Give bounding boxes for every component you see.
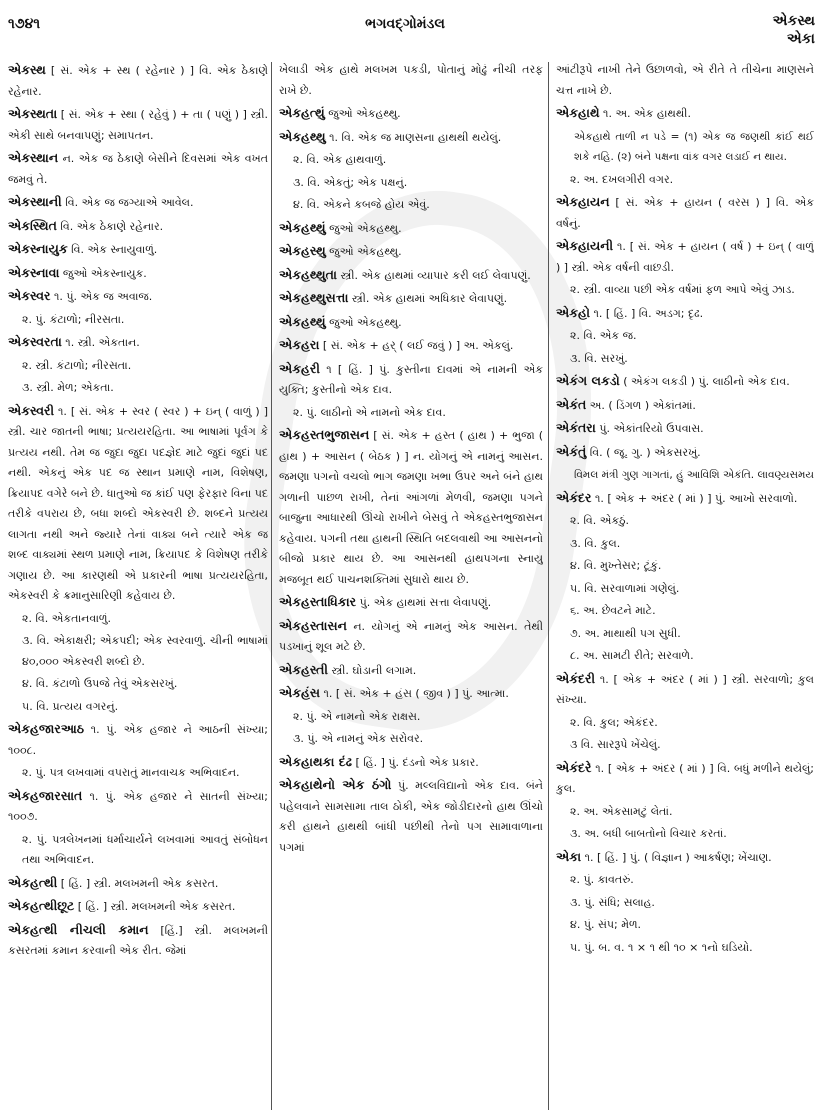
dictionary-entry — [556, 371, 814, 393]
headword: એકંતું — [556, 443, 587, 459]
definition-text: ૩. અ. બધી બાબતોનો વિચાર કરતાં. — [570, 827, 727, 840]
dictionary-entry — [279, 265, 543, 287]
dictionary-entry — [279, 288, 543, 310]
definition-text: જુઓ એકસ્નાયુક. — [59, 266, 147, 280]
headword: એકહાયની — [556, 238, 614, 253]
definition-text: ૧. [ એક + અંદર ( માં ) ] સ્ત્રી. સરવાળો; કુલ સંખ્યા. — [556, 672, 814, 706]
definition-text: ૨. પું. એ નામનો એક રાક્ષસ. — [293, 709, 421, 723]
headword: એકહથ્થુતા — [279, 266, 337, 282]
definition-text: ૨. પું. લાઠીનો એ નામનો એક દાવ. — [293, 405, 446, 419]
dictionary-entry — [556, 303, 814, 325]
definition-text: ૧. વિ. એક જ માણસના હાથથી થયેલું. — [325, 130, 502, 144]
definition-text: ૨. અ. એકસામટું લેતાં. — [570, 804, 673, 818]
definition-text: ૧ [ હિં. ] પું. કુસ્તીના દાવમાં એ નામની એક યુક્તિ; કુસ્તીનો એક દાવ. — [279, 362, 543, 396]
dictionary-entry — [556, 847, 814, 869]
entry-quotation — [556, 465, 814, 486]
headword: એકસ્વરી — [8, 402, 55, 418]
definition-text: ૨. સ્ત્રી. કંટાળો; નીરસતા. — [22, 358, 132, 372]
definition-text: ૧. સ્ત્રી. એકતાન. — [61, 336, 140, 349]
headword: એકહથ્થુસત્તા — [279, 290, 349, 305]
guide-word-last: એકા — [786, 31, 815, 47]
definition-text: ૮. અ. સામટી રીતે; સરવાળે. — [570, 649, 694, 662]
entry-sense — [8, 356, 268, 377]
definition-text: ( એકંગ લકડી ) પું. લાઠીનો એક દાવ. — [619, 375, 790, 388]
dictionary-entry — [8, 263, 268, 285]
definition-text: ૩. વિ. એકાક્ષરી; એકપદી; એક સ્વરવાળું. ચીની ભાષામાં ૪૦,૦૦૦ એકસ્વરી શબ્દો છે. — [22, 634, 268, 668]
dictionary-body — [0, 60, 825, 1112]
dictionary-entry — [8, 148, 268, 190]
definition-text: સ્ત્રી. એક હાથમાં વ્યાપાર કરી લઈ લેવાપણું. — [337, 268, 531, 282]
headword: એકસ્થતા — [8, 106, 58, 121]
headword: એકંત — [556, 396, 587, 412]
definition-text: ૭. અ. માથાથી પગ સુધી. — [570, 626, 681, 640]
dictionary-entry — [279, 241, 543, 263]
definition-text: ૧. [ એક + અંદર ( માં ) ] વિ. બધું મળીને થયેલું; કુલ. — [556, 761, 814, 795]
definition-text: ૩. પું. એ નામનું એક સરોવર. — [293, 732, 424, 745]
definition-text: સ્ત્રી. એક હાથમાં અધિકાર લેવાપણું. — [348, 292, 508, 305]
entry-sense — [556, 601, 814, 622]
dictionary-entry — [8, 719, 268, 761]
dictionary-entry — [8, 786, 268, 828]
definition-text: વિ. ( જૂ. ગુ. ) એકસરખું. — [586, 445, 701, 459]
definition-text: ૨. પું. કંટાળો; નીરસતા. — [22, 312, 125, 326]
definition-text: ૧. પું. એક જ અવાજ. — [50, 290, 153, 303]
definition-text: પું. મલ્લવિદ્યાનો એક દાવ. બંને પહેલવાને સામસામા તાલ ઠોકી, એક જોડીદારનો હાથ ઊંચો કરી હાથને હાથથી બાંધી પછીથી તેનો પગ સામાવાળાના પગમાં — [279, 779, 543, 854]
dictionary-entry — [279, 683, 543, 705]
definition-text: સ્ત્રી. ઘોડાની લગામ. — [327, 663, 417, 677]
entry-sense — [8, 674, 268, 695]
definition-text: ૧. [ સં. એક + સ્વર ( સ્વર ) + ઇન્ ( વાળું ) ] સ્ત્રી. ચાર જાતની ભાષા; પ્રત્યયરહિતા. આ ભાષામાં પૂર્વગ કે પ્રત્યય નથી. તેમ જ જુદા જુદા પદજ્ઞેદ માટે જુદાં જુદાં પદ નથી. એકનું એક પદ જ સ્થાન પ્રમાણે નામ, વિશેષણ, ક્રિયાપદ વગેરે બને છે. ધાતુઓ જ કાંઈ પણ ફેરફાર વિના પદ તરીકે વપરાય છે, બધા શબ્દો એકસ્વરી છે. શબ્દને પ્રત્યય લાગતા નથી અને જ્યારે તેનાં વાક્ય બને ત્યારે એક જ શબ્દ વાક્યમાં સ્થળ પ્રમાણે નામ, ક્રિયાપદ કે વિશેષણ તરીકે ગણાય છે. આ કારણથી એ પ્રકારની ભાષા પ્રત્યયરહિતા, એકસ્વરી કે ક્રમાનુસારિણી કહેવાય છે. — [8, 404, 268, 602]
entry-sense — [279, 403, 543, 424]
headword: એકા — [556, 848, 582, 864]
definition-text: ૪. પું. સંપ; મેળ. — [570, 918, 642, 931]
definition-text: પું. એક હાથમાં સત્તા લેવાપણું. — [356, 596, 492, 609]
definition-text: ૨. પું. કાવતરું. — [570, 873, 634, 886]
dictionary-entry — [279, 103, 543, 125]
headword: એકહથ્થુ — [279, 128, 326, 144]
dictionary-entry — [279, 592, 543, 614]
definition-text: ન. યોગનું એ નામનું એક આસન. તેથી પડખાનું શૂલ મટે છે. — [279, 619, 543, 653]
definition-text: વિ. એક સ્નાયુવાળું. — [67, 243, 158, 256]
definition-text: ૧. [ હિં. ] વિ. અડગ; દૃઢ. — [590, 306, 704, 320]
dictionary-entry — [8, 332, 268, 354]
guide-word-first: એકસ્થ — [772, 13, 815, 29]
entry-sense — [8, 310, 268, 331]
dictionary-entry — [279, 335, 543, 357]
definition-text: ૪. વિ. એકને કબજે હોય એવું. — [293, 198, 430, 211]
headword: એકહરી — [279, 360, 320, 376]
headword: એકસ્નાવા — [8, 264, 60, 280]
entry-sense — [279, 195, 543, 216]
dictionary-entry — [556, 236, 814, 278]
dictionary-entry — [8, 401, 268, 607]
headword: એકહથ્થું — [279, 219, 326, 235]
entry-sense — [279, 173, 543, 194]
definition-text: ૧. [ એક + અંદર ( માં ) ] પું. આખો સરવાળો. — [591, 491, 798, 505]
entry-sense — [556, 326, 814, 347]
headword: એકંદરે — [556, 759, 592, 775]
dictionary-entry — [8, 239, 268, 261]
definition-text: ૨. વિ. એકઠું. — [570, 514, 630, 527]
headword: એકહજારઆઠ — [8, 721, 84, 736]
headword: એકહત્થી — [8, 874, 58, 890]
entry-sense — [556, 870, 814, 891]
definition-text: ૫. પું. બ. વ. ૧ × ૧ થી ૧૦ × ૧નો ઘડિયો. — [570, 940, 753, 954]
definition-text: ૧. [ સં. એક + હાયન ( વર્ષ ) + ઇન્ ( વાળું ) ] સ્ત્રી. એક વર્ષની વાછડી. — [556, 240, 814, 274]
column-right — [556, 60, 814, 1112]
entry-sense — [556, 170, 814, 191]
definition-text: વિ. એક ઠેકાણે રહેનાર. — [56, 219, 164, 233]
definition-text: ૫. વિ. પ્રત્યય વગરનું. — [22, 699, 119, 713]
definition-text: [હિં.] સ્ત્રી. મલખમની કસરતમાં કમાન કરવાની એક રીત. જેમાં — [8, 923, 268, 957]
definition-text: [ સં. એક + હર્ ( લઈ જવું ) ] અ. એકલું. — [319, 339, 514, 352]
definition-text: ન. એક જ ઠેકાણે બેસીને દિવસમાં એક વખત જમવું તે. — [8, 152, 268, 186]
definition-text: ૧. અ. એક હાથથી. — [599, 107, 691, 120]
headword: એકસ્થ — [8, 62, 46, 77]
headword: એકહાયન — [556, 194, 610, 209]
headword: એકસ્થાન — [8, 150, 59, 165]
guide-words — [773, 12, 815, 48]
definition-text: પું. એકાંતરિયો ઉપવાસ. — [595, 422, 704, 435]
headword: એકસ્વર — [8, 288, 51, 303]
column-left — [8, 60, 268, 1112]
column-middle — [279, 60, 543, 1112]
definition-text: આંટીરૂપે નાખી તેને ઉછાળવો, એ રીતે તે તીચેના માણસને ચત્ત નાખે છે. — [556, 63, 814, 97]
definition-text: ૩. પું. સંધિ; સલાહ. — [570, 895, 655, 909]
headword: એકસ્નાયુક — [8, 241, 68, 256]
dictionary-entry — [279, 775, 543, 858]
entry-sense — [8, 763, 268, 784]
entry-quotation — [556, 127, 814, 168]
entry-sense — [556, 624, 814, 645]
definition-text: ૨. વિ. એક હાથવાળું. — [293, 153, 387, 166]
headword: એકહાથે — [556, 105, 600, 120]
headword: એકહત્થું — [279, 105, 325, 120]
dictionary-entry — [279, 359, 543, 401]
headword: એકંગ લકડો — [556, 373, 620, 388]
definition-text: ખેલાડી એક હાથે મલખમ પકડી, પોતાનું મોઢું નીચી તરફ રાખે છે. — [279, 63, 543, 97]
headword: એકહથ્થું — [279, 313, 326, 329]
dictionary-entry — [279, 660, 543, 682]
definition-text: ૩. વિ. એકતું; એક પક્ષનું. — [293, 175, 408, 189]
dictionary-entry — [8, 104, 268, 146]
entry-sense — [556, 556, 814, 577]
definition-text: ૩. સ્ત્રી. મેળ; એકતા. — [22, 381, 114, 394]
headword: એકંદરી — [556, 670, 596, 686]
headword: એકસ્થિત — [8, 217, 57, 233]
entry-sense — [279, 707, 543, 728]
dictionary-entry — [8, 896, 268, 918]
definition-text: ૪. વિ. કંટાળો ઉપજે તેવું એકસરખું. — [22, 677, 178, 690]
dictionary-entry — [556, 669, 814, 711]
headword: એકહસ્તાધિકાર — [279, 594, 357, 609]
definition-text: ૪. વિ. મુખ્તેસર; ટૂંકું. — [570, 559, 662, 572]
page-number: ૧૭૪૧ — [8, 16, 41, 32]
entry-sense — [556, 735, 814, 756]
definition-text: [ સં. એક + સ્થા ( રહેવું ) + તા ( પણું ) ] સ્ત્રી. એકી સાથે બનવાપણું; સમાપતન. — [8, 108, 268, 142]
entry-sense — [556, 280, 814, 301]
headword: એકહસ્તી — [279, 661, 328, 677]
dictionary-entry — [8, 920, 268, 962]
headword: એકહાથેનો એક ઠંગો — [279, 777, 392, 792]
definition-text: ૨. વિ. એક જ. — [570, 329, 637, 342]
definition-text: વિ. એક જ જગ્યાએ આવેલ. — [61, 196, 194, 209]
dictionary-entry — [8, 60, 268, 102]
definition-text: ૬. અ. છેવટને માટે. — [570, 604, 656, 617]
definition-text: ૨. સ્ત્રી. વાવ્યા પછી એક વર્ષમાં ફળ આપે એવું ઝાડ. — [570, 283, 795, 296]
running-title: ભગવદ્ગોમંડલ — [365, 16, 445, 32]
headword: એકહંસ — [279, 685, 321, 700]
dictionary-entry — [556, 442, 814, 464]
definition-text: જુઓ એકહથ્થુ. — [325, 315, 402, 329]
entry-sense — [556, 802, 814, 823]
definition-text: ૫. વિ. સરવાળામાં ગણેલું. — [570, 581, 680, 595]
headword: એકહત્થીછૂટ — [8, 898, 75, 913]
headword: એકહસ્તભુજાસન — [279, 427, 370, 442]
headword: એકહરા — [279, 337, 320, 352]
entry-sense — [556, 60, 814, 101]
entry-sense — [8, 697, 268, 718]
headword: એકંદર — [556, 489, 592, 505]
definition-text: ૧. પું. એક હજાર ને આઠની સંખ્યા; ૧૦૦૮. — [8, 723, 268, 757]
definition-text: ૩. વિ. કુલ. — [570, 536, 621, 550]
headword: એકહો — [556, 304, 591, 320]
definition-text: જુઓ એકહથ્થુ. — [325, 221, 402, 235]
dictionary-entry — [279, 752, 543, 774]
definition-text: ૨. અ. દખલગીરી વગર. — [570, 172, 674, 186]
dictionary-entry — [556, 758, 814, 800]
definition-text: ૩. વિ. સરખું. — [570, 351, 628, 365]
entry-sense — [8, 378, 268, 399]
entry-sense — [556, 938, 814, 959]
entry-sense — [556, 646, 814, 667]
dictionary-entry — [556, 103, 814, 125]
headword: એકહજારસાત — [8, 787, 83, 803]
definition-text: જુઓ એકહથ્થુ. — [324, 107, 401, 120]
definition-text: વિમલ મંત્રી ગુણ ગાગતાં, હું આવિશિ એકંતિ. લાવણ્યસમય — [574, 469, 814, 481]
dictionary-entry — [8, 873, 268, 895]
dictionary-entry — [8, 286, 268, 308]
entry-sense — [556, 713, 814, 734]
definition-text: એકહાથે તાળી ન પડે = (૧) એક જ જણથી કાંઈ થઈ શકે નહિ. (૨) બંને પક્ષના વાંક વગર લડાઈ ન થાય. — [574, 130, 814, 163]
entry-sense — [8, 830, 268, 871]
headword: એકહત્થી નીચલી કમાન — [8, 921, 149, 937]
entry-sense — [556, 579, 814, 600]
definition-text: [ સં. એક + હસ્ત ( હાથ ) + ભુજા ( હાથ ) + આસન ( બેઠક ) ] ન. યોગનું એ નામનું આસન. જમણા પગનો વચલો ભાગ જમણા ખભા ઉપર અને બંને હાથ ગળાની પાછળ રાખી, તેનાં આંગળાં મેળવી, જમણા પગને બાજુના આધારથી ઊંચો રાખીને બેસવું તે એકહસ્તભુજાસન કહેવાય. પગની તથા હાથની સ્થિતિ બદલવાથી આ આસનનો બીજો પ્રકાર થાય છે. આ આસનથી હાથપગના સ્નાયુ મજબૂત થઈ પાચનશક્તિમાં સુધારો થાય છે. — [279, 429, 543, 586]
entry-sense — [556, 915, 814, 936]
entry-sense — [556, 349, 814, 370]
definition-text: [ હિં. ] સ્ત્રી. મલખમની એક કસરત. — [57, 876, 219, 890]
dictionary-entry — [556, 192, 814, 234]
definition-text: ૩ વિ. સારરૂપે ખેંચેલું. — [570, 738, 661, 751]
headword: એકહસ્તાસન — [279, 617, 347, 633]
dictionary-entry — [279, 218, 543, 240]
dictionary-entry — [556, 395, 814, 417]
dictionary-entry — [279, 425, 543, 590]
headword: એકંતરા — [556, 420, 596, 435]
entry-sense — [556, 511, 814, 532]
dictionary-entry — [8, 216, 268, 238]
dictionary-entry — [279, 312, 543, 334]
headword: એકહાથકા દંઢ — [279, 753, 352, 769]
entry-sense — [8, 631, 268, 672]
definition-text: [ સં. એક + હાયન ( વરસ ) ] વિ. એક વર્ષનું. — [556, 196, 814, 230]
definition-text: ૨. વિ. કુલ; એકંદર. — [570, 715, 658, 729]
headword: એકસ્વરતા — [8, 334, 62, 349]
definition-text: [ હિં. ] સ્ત્રી. મલખમની એક કસરત. — [74, 900, 236, 913]
dictionary-entry — [556, 488, 814, 510]
entry-sense — [279, 150, 543, 171]
definition-text: ૨. વિ. એકતાનવાળું. — [22, 611, 111, 625]
definition-text: જુઓ એકહથ્થુ. — [325, 245, 402, 258]
dictionary-entry — [279, 616, 543, 658]
definition-text: અ. ( ડિંગળ ) એકાંતમાં. — [586, 398, 696, 412]
definition-text: ૨. પું. પત્ર લખવામાં વપરાતું માનવાચક અભિવાદન. — [22, 766, 240, 779]
dictionary-entry — [279, 127, 543, 149]
entry-sense — [556, 893, 814, 914]
definition-text: ૧. [ સં. એક + હંસ ( જીવ ) ] પું. આત્મા. — [320, 687, 509, 700]
page-header — [0, 0, 825, 62]
entry-sense — [556, 824, 814, 845]
definition-text: ૧. પું. એક હજાર ને સાતની સંખ્યા; ૧૦૦૭. — [8, 789, 268, 823]
dictionary-entry — [8, 192, 268, 214]
dictionary-entry — [556, 418, 814, 440]
entry-sense — [556, 534, 814, 555]
entry-sense — [279, 729, 543, 750]
definition-text: [ હિં. ] પું. દંડનો એક પ્રકાર. — [352, 755, 479, 769]
entry-sense — [8, 609, 268, 630]
definition-text: [ સં. એક + સ્થ ( રહેનાર ) ] વિ. એક ઠેકાણે રહેનાર. — [8, 64, 268, 98]
definition-text: ૧. [ હિં. ] પું. ( વિજ્ઞાન ) આકર્ષણ; ખેંચાણ. — [581, 850, 772, 864]
headword: એકસ્થાની — [8, 194, 62, 209]
definition-text: ૨. પું. પત્રલેખનમાં ધર્માચાર્યને લખવામાં આવતું સંબોધન તથા અભિવાદન. — [22, 832, 268, 866]
entry-sense — [279, 60, 543, 101]
headword: એકહસ્થુ — [279, 243, 326, 258]
